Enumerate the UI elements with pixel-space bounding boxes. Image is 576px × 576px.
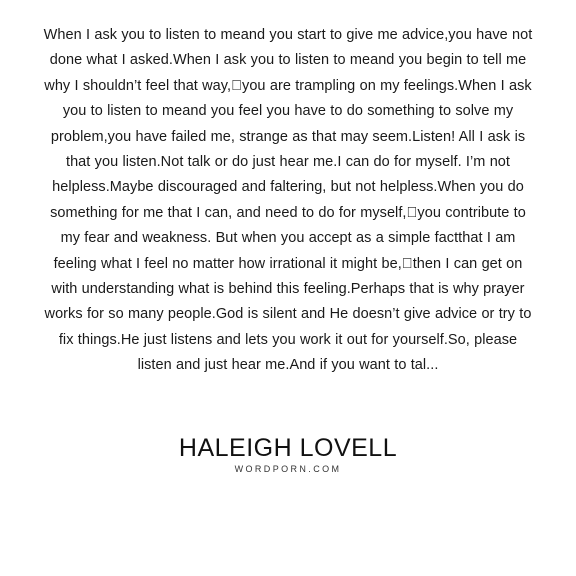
quote-text: When I ask you to listen to meand you start to give me advice,you have not done what I asked.When I ask you to listen to meand you begin to tell me why I shouldn’t feel that way, you are trampling on my feelings.When I ask you to listen to meand you feel you have to do something to solve my problem,you have failed me, strange as that may seem.Listen! All I ask is that you listen.Not talk or do just hear me.I can do for myself. I’m not helpless.Maybe discouraged and faltering, but not helpless.When you do something for me that I can, and need to do for myself, you contribute to my fear and weakness. But when you accept as a simple factthat I am feeling what I feel no matter how irrational it might be, then I can get on with understanding what is behind this feeling.Perhaps that is why prayer works for so many people.God is silent and He doesn’t give advice or try to fix things.He just listens and lets you work it out for yourself.So, please listen and just hear me.And if you want to tal... [43,27,533,374]
author-name: HALEIGH LOVELL [178,434,398,462]
site-watermark: WORDPORN.COM [234,464,342,474]
